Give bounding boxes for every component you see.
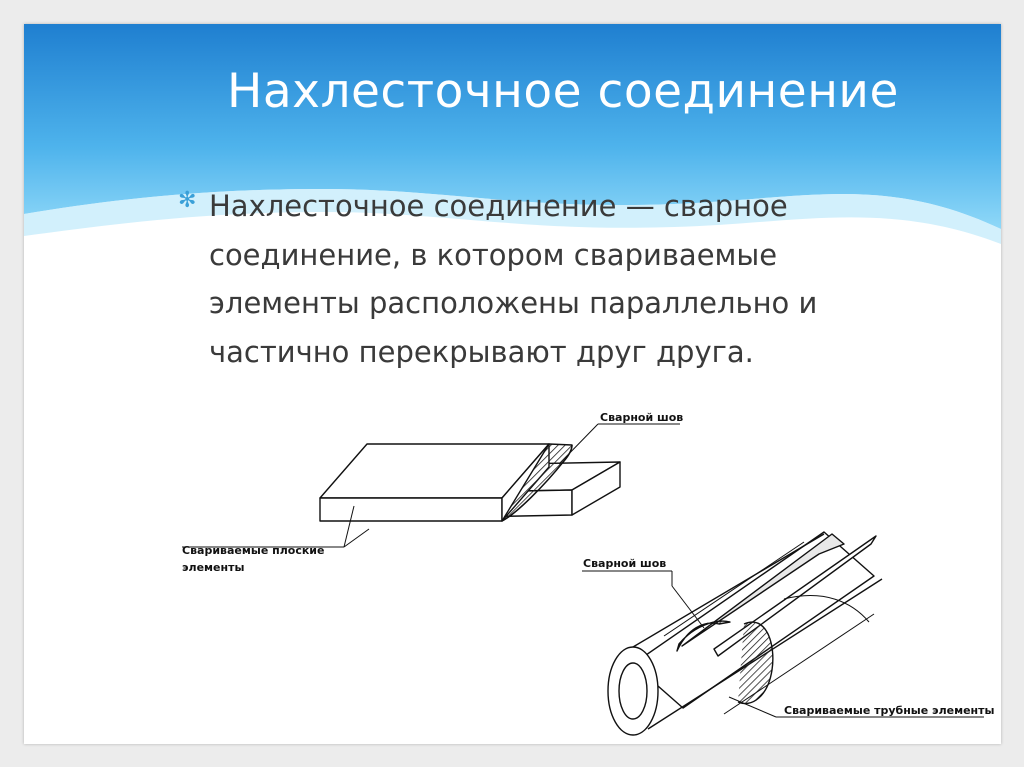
slide [24, 24, 1001, 744]
lap-joint-diagram [24, 24, 1001, 744]
pipe-weld-label: Сварной шов [583, 557, 667, 570]
pipe-elements-label: Свариваемые трубные элементы [784, 704, 995, 717]
flat-elements-label-line1: Свариваемые плоские [182, 544, 325, 557]
asterisk-bullet-icon: ✻ [178, 188, 197, 213]
flat-elements-label-line2: элементы [182, 561, 245, 574]
flat-weld-label: Сварной шов [600, 411, 684, 424]
flat-lap-joint-drawing [182, 424, 680, 547]
bullet-text: Нахлесточное соединение — сварное соединение, в котором свариваемые элементы расположены параллельно и частично перекрывают друг друга. [209, 189, 818, 369]
slide-title: Нахлесточное соединение [227, 64, 899, 119]
